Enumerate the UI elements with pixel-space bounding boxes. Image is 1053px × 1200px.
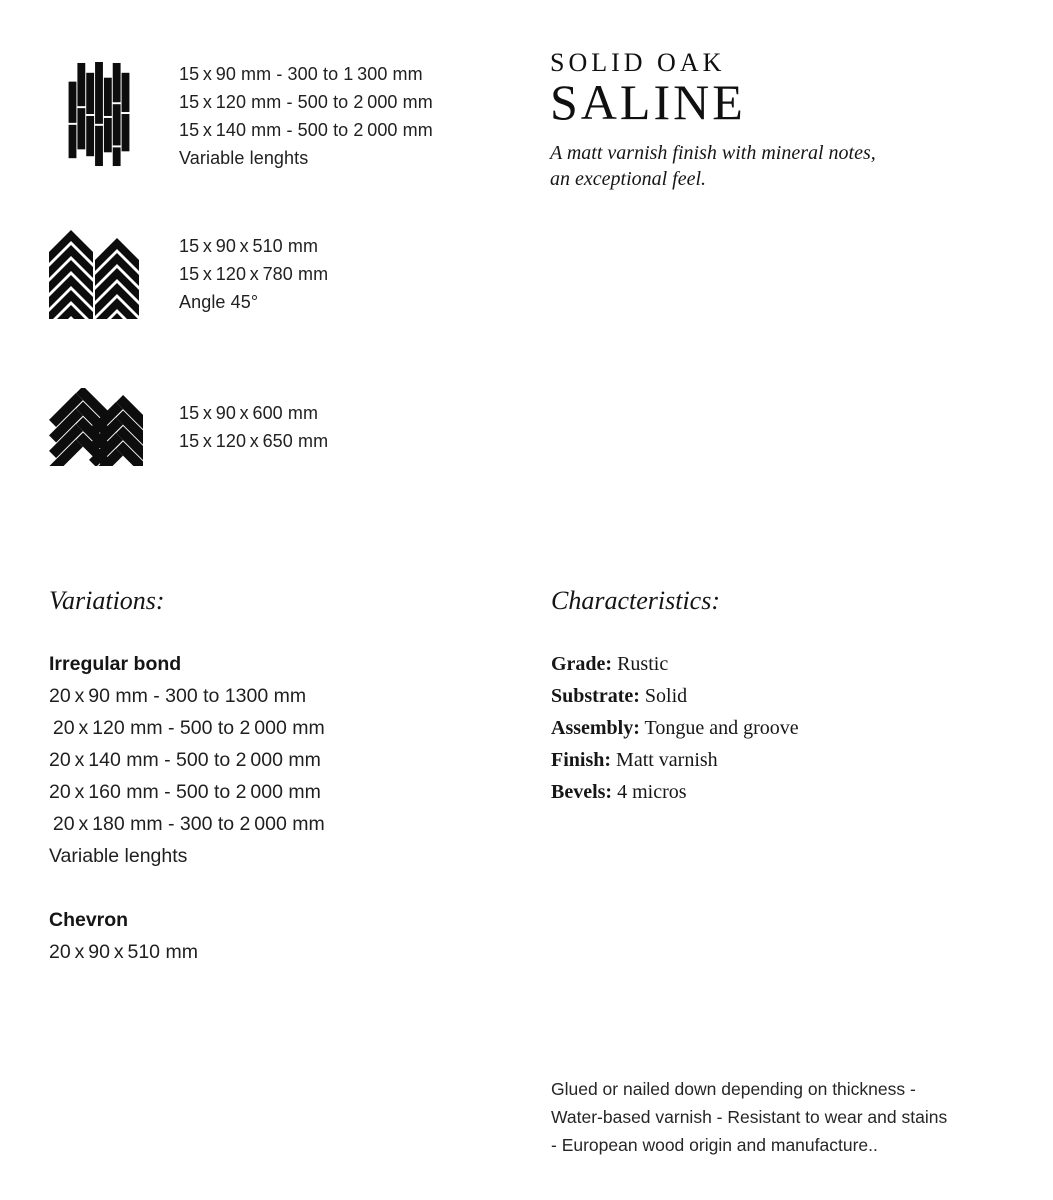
characteristic-row (551, 712, 799, 744)
format-block-irregular-bond (179, 60, 433, 172)
variation-item: 20 x 160 mm - 500 to 2 000 mm (49, 781, 321, 803)
characteristic-label: Substrate: (551, 685, 640, 707)
chevron-icon (49, 228, 139, 319)
characteristic-value: Tongue and groove (644, 717, 799, 739)
variation-item: Variable lenghts (49, 845, 188, 867)
variation-group (49, 648, 325, 872)
format-line: 15 x 140 mm - 500 to 2 000 mm (179, 120, 433, 140)
format-line: 15 x 90 mm - 300 to 1 300 mm (179, 64, 423, 84)
characteristic-label: Finish: (551, 749, 612, 771)
variation-group-title: Chevron (49, 909, 129, 931)
format-block-herringbone (179, 399, 328, 455)
variation-item: 20 x 180 mm - 300 to 2 000 mm (49, 813, 325, 835)
variation-item: 20 x 90 mm - 300 to 1300 mm (49, 685, 307, 707)
characteristic-row (551, 680, 799, 712)
installation-note-line: - European wood origin and manufacture.. (551, 1135, 878, 1155)
characteristic-value: 4 micros (617, 781, 687, 803)
format-line: 15 x 90 x 600 mm (179, 403, 319, 423)
format-line: Variable lenghts (179, 148, 309, 168)
variations-list (49, 648, 325, 968)
herringbone-icon (48, 388, 143, 466)
characteristic-value: Solid (644, 685, 688, 707)
tagline-line: an exceptional feel. (550, 168, 707, 190)
characteristic-label: Bevels: (551, 781, 613, 803)
tagline (550, 140, 876, 192)
characteristic-label: Assembly: (551, 717, 640, 739)
collection-title: SOLID OAK (550, 48, 726, 77)
format-line: 15 x 120 x 780 mm (179, 264, 329, 284)
product-name: SALINE (550, 74, 746, 130)
irregular-bond-icon (68, 62, 130, 168)
characteristic-label: Grade: (551, 653, 613, 675)
variation-item: 20 x 90 x 510 mm (49, 941, 198, 963)
installation-note (551, 1075, 947, 1159)
variation-item: 20 x 140 mm - 500 to 2 000 mm (49, 749, 321, 771)
format-line: 15 x 120 x 650 mm (179, 431, 329, 451)
characteristic-row (551, 648, 799, 680)
characteristics-list (551, 648, 799, 808)
characteristic-value: Rustic (617, 653, 669, 675)
format-block-chevron (179, 232, 328, 316)
variation-group (49, 904, 325, 968)
variation-item: 20 x 120 mm - 500 to 2 000 mm (49, 717, 325, 739)
installation-note-line: Water-based varnish - Resistant to wear and stains (551, 1107, 948, 1127)
tagline-line: A matt varnish finish with mineral notes, (550, 142, 876, 164)
characteristic-row (551, 744, 799, 776)
format-line: 15 x 120 mm - 500 to 2 000 mm (179, 92, 433, 112)
characteristic-value: Matt varnish (616, 749, 718, 771)
characteristics-heading: Characteristics: (551, 586, 720, 615)
variation-group-title: Irregular bond (49, 653, 182, 675)
format-line: 15 x 90 x 510 mm (179, 236, 319, 256)
header (550, 48, 876, 192)
characteristic-row (551, 776, 799, 808)
variations-heading: Variations: (49, 586, 165, 615)
format-line: Angle 45° (179, 292, 259, 312)
installation-note-line: Glued or nailed down depending on thickness - (551, 1079, 916, 1099)
